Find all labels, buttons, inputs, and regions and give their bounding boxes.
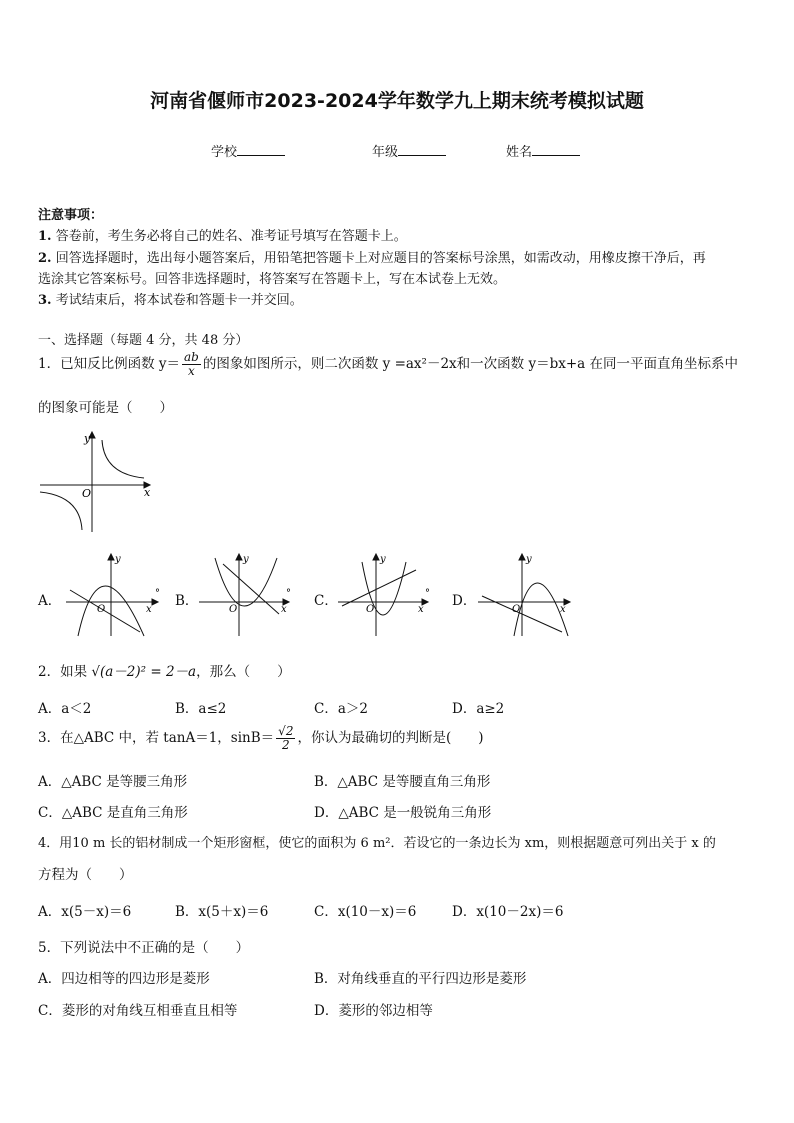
page-title: 河南省偃师市2023-2024学年数学九上期末统考模拟试题 <box>150 90 644 112</box>
x-axis-label: x <box>560 604 566 615</box>
section-heading: 一、选择题（每题 4 分，共 48 分） <box>38 333 249 348</box>
origin-label: O <box>229 604 238 615</box>
x-axis-label: x <box>144 486 151 499</box>
question-2-option-c[interactable]: C．a＞2 <box>314 701 368 717</box>
hyperbola-graph <box>36 428 156 536</box>
origin-label: O <box>82 487 92 500</box>
note-item-3: 3. 考试结束后，将本试卷和答题卡一并交回。 <box>38 293 303 308</box>
question-3-stem: 3．在△ABC 中，若 tanA＝1，sinB＝ $\frac{√2}{2}$ ，你认为最确切的判断是( ) <box>38 724 484 752</box>
option-b-graph[interactable] <box>197 550 301 638</box>
degree-mark: ° <box>155 588 160 599</box>
grade-field <box>372 141 446 160</box>
school-blank[interactable] <box>237 143 285 156</box>
note-item-2: 2. 回答选择题时，选出每小题答案后，用铅笔把答题卡上对应题目的答案标号涂黑，如需改动，用橡皮擦干净后，再 <box>38 251 706 266</box>
question-2-option-a[interactable]: A．a＜2 <box>38 701 92 717</box>
question-5-option-a[interactable]: A．四边相等的四边形是菱形 <box>38 971 210 987</box>
question-4-option-a[interactable]: A．x(5－x)＝6 <box>38 904 132 920</box>
degree-mark: ° <box>286 588 291 599</box>
option-d-graph[interactable] <box>476 550 576 638</box>
origin-label: O <box>97 604 106 615</box>
question-3-option-d[interactable]: D．△ABC 是一般锐角三角形 <box>314 805 492 821</box>
y-axis-label: y <box>84 432 91 445</box>
school-field <box>211 141 285 160</box>
question-3-option-b[interactable]: B．△ABC 是等腰直角三角形 <box>314 774 491 790</box>
question-4-option-b[interactable]: B．x(5＋x)＝6 <box>175 904 269 920</box>
question-2-option-b[interactable]: B．a≤2 <box>175 701 227 717</box>
question-1-option-c[interactable]: C． <box>314 593 338 609</box>
question-2-option-d[interactable]: D．a≥2 <box>452 701 505 717</box>
question-4-stem: 4．用10 m 长的铝材制成一个矩形窗框，使它的面积为 6 m²．若设它的一条边长为 xm，则根据题意可列出关于 x 的 <box>38 836 716 851</box>
question-3-option-c[interactable]: C．△ABC 是直角三角形 <box>38 805 188 821</box>
grade-blank[interactable] <box>398 143 446 156</box>
question-4-option-d[interactable]: D．x(10－2x)＝6 <box>452 904 564 920</box>
question-1-stem: 1．已知反比例函数 y＝ $\frac{ab}{x}$ 的图象如图所示，则二次函数 y =ax²－2x和一次函数 y＝bx+a 在同一平面直角坐标系中 <box>38 350 738 378</box>
question-5-option-d[interactable]: D．菱形的邻边相等 <box>314 1003 433 1019</box>
fraction-root2-over-2: $\frac{√2}{2}$ <box>278 724 294 752</box>
x-axis-label: x <box>146 604 152 615</box>
y-axis-label: y <box>115 554 121 565</box>
note-item-2-continued: 选涂其它答案标号。回答非选择题时，将答案写在答题卡上，写在本试卷上无效。 <box>38 272 507 287</box>
question-5-stem: 5．下列说法中不正确的是（ ） <box>38 940 250 956</box>
question-5-option-b[interactable]: B．对角线垂直的平行四边形是菱形 <box>314 971 527 987</box>
grade-label: 年级 <box>372 145 399 160</box>
notes-heading: 注意事项： <box>38 208 104 223</box>
question-3-option-a[interactable]: A．△ABC 是等腰三角形 <box>38 774 188 790</box>
x-axis-label: x <box>418 604 424 615</box>
name-label: 姓名 <box>506 145 533 160</box>
y-axis-label: y <box>380 554 386 565</box>
option-c-graph[interactable] <box>336 550 440 638</box>
name-blank[interactable] <box>532 143 580 156</box>
degree-mark: ° <box>425 588 430 599</box>
origin-label: O <box>512 604 521 615</box>
question-4-option-c[interactable]: C．x(10－x)＝6 <box>314 904 417 920</box>
note-item-1: 1. 答卷前，考生务必将自己的姓名、准考证号填写在答题卡上。 <box>38 229 407 244</box>
x-axis-label: x <box>281 604 287 615</box>
school-label: 学校 <box>211 145 238 160</box>
question-1-option-b[interactable]: B． <box>175 593 199 609</box>
question-5-option-c[interactable]: C．菱形的对角线互相垂直且相等 <box>38 1003 238 1019</box>
y-axis-label: y <box>526 554 532 565</box>
name-field <box>506 141 580 160</box>
option-a-graph[interactable] <box>64 550 168 638</box>
question-1-option-d[interactable]: D． <box>452 593 477 609</box>
y-axis-label: y <box>243 554 249 565</box>
radical-expression: √(a－2)² = 2－a <box>91 664 197 680</box>
question-1-option-a[interactable]: A． <box>38 593 62 609</box>
fraction-ab-over-x: $\frac{ab}{x}$ <box>184 350 199 378</box>
origin-label: O <box>366 604 375 615</box>
question-2-stem: 2．如果 √(a－2)² = 2－a，那么（ ） <box>38 664 291 680</box>
question-1-line2: 的图象可能是（ ） <box>38 400 173 416</box>
question-4-line2: 方程为（ ） <box>38 867 133 883</box>
